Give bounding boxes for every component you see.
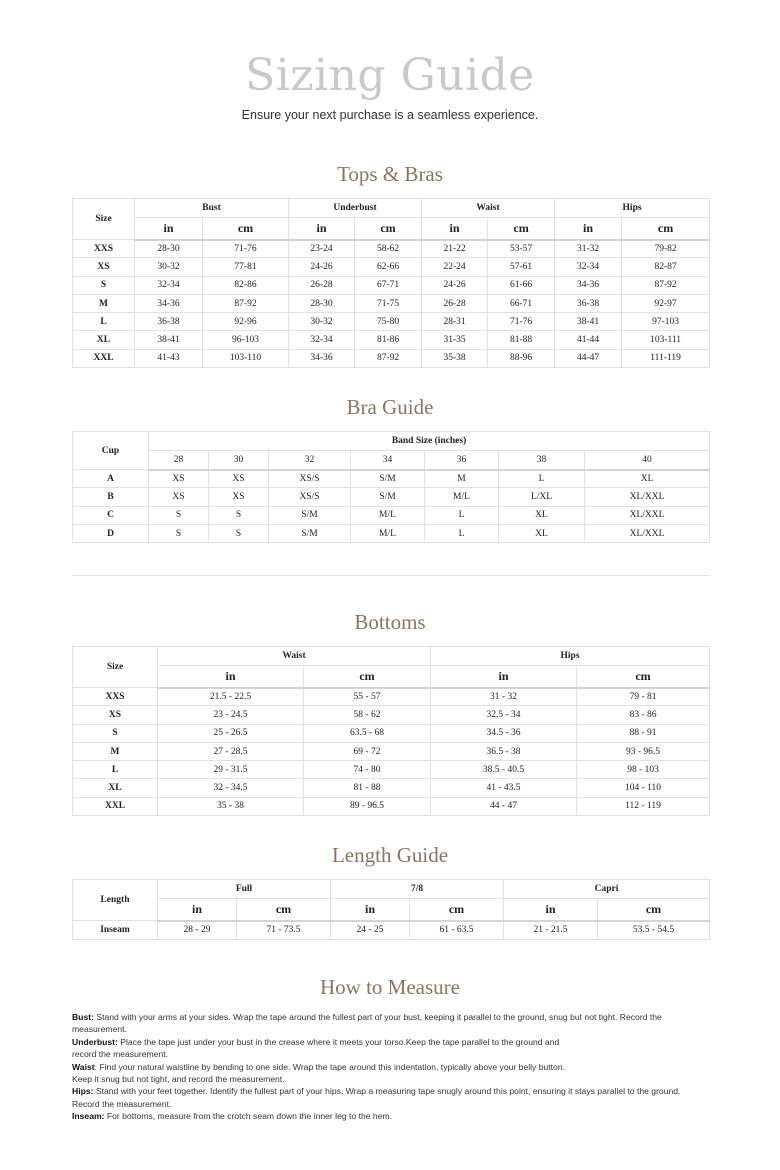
- table-cell: 79 - 81: [577, 688, 710, 706]
- table-row: [73, 706, 710, 724]
- unit-header: cm: [622, 218, 710, 240]
- table-cell: 38-41: [135, 331, 203, 349]
- row-label: B: [73, 488, 149, 506]
- table-cell: 58-62: [355, 240, 422, 258]
- row-label: D: [73, 524, 149, 542]
- table-cell: 29 - 31.5: [158, 761, 304, 779]
- table-cell: 35 - 38: [158, 797, 304, 815]
- section-divider: [72, 575, 709, 576]
- table-cell: 82-87: [622, 258, 710, 276]
- bottoms-table: [72, 646, 710, 816]
- table-cell: 24 - 25: [331, 921, 410, 940]
- table-row: [73, 276, 710, 294]
- table-cell: 69 - 72: [304, 742, 431, 760]
- band-size-header: Band Size (inches): [149, 432, 710, 451]
- full-header: Full: [158, 880, 331, 899]
- table-cell: 88-96: [488, 349, 555, 367]
- row-label: A: [73, 470, 149, 488]
- table-cell: 103-111: [622, 331, 710, 349]
- bottoms-body: [73, 688, 710, 816]
- hips-header: Hips: [555, 199, 710, 218]
- length-guide-table: [72, 879, 710, 940]
- table-cell: XS: [209, 470, 269, 488]
- hips-instruction: [72, 1085, 709, 1110]
- bra-guide-heading: Bra Guide: [346, 395, 434, 419]
- waist-header: Waist: [158, 647, 431, 666]
- table-row: [73, 258, 710, 276]
- table-cell: 23-24: [289, 240, 355, 258]
- hips-header: Hips: [431, 647, 710, 666]
- table-cell: 30-32: [135, 258, 203, 276]
- row-label: XXS: [73, 240, 135, 258]
- size-header: Size: [73, 647, 158, 688]
- row-label: M: [73, 294, 135, 312]
- table-cell: 41-44: [555, 331, 622, 349]
- table-cell: 31 - 32: [431, 688, 577, 706]
- instruction-term: Bust:: [72, 1012, 94, 1022]
- table-cell: 77-81: [203, 258, 289, 276]
- measure-instructions: [72, 1011, 709, 1123]
- inseam-instruction: [72, 1110, 709, 1122]
- instruction-text: Place the tape just under your bust in the crease where it meets your torso.Keep the tape parallel to the ground and: [120, 1036, 560, 1047]
- table-cell: 26-28: [422, 294, 488, 312]
- table-cell: 82-86: [203, 276, 289, 294]
- table-row: [73, 779, 710, 797]
- table-cell: 27 - 28.5: [158, 742, 304, 760]
- row-label: L: [73, 761, 158, 779]
- table-cell: 31-32: [555, 240, 622, 258]
- table-cell: 53-57: [488, 240, 555, 258]
- table-row: [73, 761, 710, 779]
- table-cell: 55 - 57: [304, 688, 431, 706]
- table-cell: 28 - 29: [158, 921, 237, 940]
- table-cell: 38-41: [555, 313, 622, 331]
- bust-instruction: [72, 1011, 709, 1036]
- length-guide-body: [73, 921, 710, 940]
- table-row: [73, 331, 710, 349]
- table-cell: 36.5 - 38: [431, 742, 577, 760]
- table-cell: 38.5 - 40.5: [431, 761, 577, 779]
- table-cell: 24-26: [422, 276, 488, 294]
- table-row: [73, 488, 710, 506]
- band-header: 36: [425, 451, 499, 470]
- table-cell: XL/XXL: [585, 506, 710, 524]
- table-cell: 67-71: [355, 276, 422, 294]
- table-cell: 41-43: [135, 349, 203, 367]
- row-label: XS: [73, 258, 135, 276]
- page-subtitle: Ensure your next purchase is a seamless experience.: [241, 108, 539, 122]
- table-row: [73, 506, 710, 524]
- instruction-text: : Find your natural waistline by bending to one side. Wrap the tape around this indentation, typically above your belly button.: [94, 1061, 566, 1072]
- table-cell: 22-24: [422, 258, 488, 276]
- table-cell: XS: [149, 488, 209, 506]
- table-cell: 71-76: [488, 313, 555, 331]
- table-cell: XS: [149, 470, 209, 488]
- table-cell: 25 - 26.5: [158, 724, 304, 742]
- table-cell: 23 - 24.5: [158, 706, 304, 724]
- table-cell: 61-66: [488, 276, 555, 294]
- table-cell: 28-30: [289, 294, 355, 312]
- table-cell: 66-71: [488, 294, 555, 312]
- table-cell: 36-38: [555, 294, 622, 312]
- table-row: [73, 470, 710, 488]
- table-cell: S/M: [351, 470, 425, 488]
- table-cell: S/M: [351, 488, 425, 506]
- band-header: 32: [269, 451, 351, 470]
- table-cell: 21.5 - 22.5: [158, 688, 304, 706]
- instruction-term: Waist: [72, 1061, 95, 1072]
- unit-header: in: [555, 218, 622, 240]
- table-row: [73, 313, 710, 331]
- unit-header: in: [158, 899, 237, 921]
- tops-bras-table: [72, 198, 710, 368]
- unit-header: cm: [203, 218, 289, 240]
- table-cell: 71-76: [203, 240, 289, 258]
- table-cell: XS/S: [269, 488, 351, 506]
- table-cell: 63.5 - 68: [304, 724, 431, 742]
- instruction-term: Underbust:: [72, 1036, 118, 1047]
- band-header: 34: [351, 451, 425, 470]
- table-cell: M/L: [425, 488, 499, 506]
- unit-header: cm: [355, 218, 422, 240]
- table-cell: L/XL: [499, 488, 585, 506]
- instruction-term: Inseam:: [72, 1111, 105, 1122]
- table-cell: 79-82: [622, 240, 710, 258]
- table-cell: S: [149, 524, 209, 542]
- table-cell: 71 - 73.5: [237, 921, 331, 940]
- table-cell: 34-36: [135, 294, 203, 312]
- table-cell: XL: [585, 470, 710, 488]
- table-cell: 32 - 34.5: [158, 779, 304, 797]
- table-cell: 71-75: [355, 294, 422, 312]
- table-cell: 104 - 110: [577, 779, 710, 797]
- unit-header: cm: [410, 899, 504, 921]
- table-cell: M/L: [351, 506, 425, 524]
- table-cell: 36-38: [135, 313, 203, 331]
- table-cell: 87-92: [355, 349, 422, 367]
- instruction-text: For bottoms, measure from the crotch seam down the inner leg to the hem.: [106, 1111, 393, 1122]
- table-cell: L: [499, 470, 585, 488]
- table-cell: XL: [499, 524, 585, 542]
- waist-instruction: [72, 1061, 709, 1086]
- underbust-instruction: [72, 1036, 709, 1061]
- table-cell: 81-88: [488, 331, 555, 349]
- page-title: Sizing Guide: [245, 50, 535, 101]
- waist-header: Waist: [422, 199, 555, 218]
- unit-header: cm: [304, 666, 431, 688]
- unit-header: in: [331, 899, 410, 921]
- table-row: [73, 724, 710, 742]
- table-row: [73, 742, 710, 760]
- table-cell: 92-97: [622, 294, 710, 312]
- table-cell: S: [209, 524, 269, 542]
- table-cell: XL: [499, 506, 585, 524]
- row-label: Inseam: [73, 921, 158, 940]
- table-cell: 28-31: [422, 313, 488, 331]
- table-cell: 53.5 - 54.5: [598, 921, 710, 940]
- unit-header: in: [504, 899, 598, 921]
- length-guide-heading: Length Guide: [331, 843, 449, 867]
- table-cell: 21 - 21.5: [504, 921, 598, 940]
- table-cell: 26-28: [289, 276, 355, 294]
- tops-bras-heading: Tops & Bras: [337, 162, 443, 186]
- band-header: 40: [585, 451, 710, 470]
- unit-header: cm: [598, 899, 710, 921]
- cup-header: Cup: [73, 432, 149, 470]
- bust-header: Bust: [135, 199, 289, 218]
- table-cell: 74 - 80: [304, 761, 431, 779]
- table-cell: 28-30: [135, 240, 203, 258]
- unit-header: in: [158, 666, 304, 688]
- row-label: XL: [73, 331, 135, 349]
- table-row: [73, 240, 710, 258]
- table-cell: 103-110: [203, 349, 289, 367]
- table-cell: 32.5 - 34: [431, 706, 577, 724]
- table-cell: S/M: [269, 506, 351, 524]
- bra-guide-table: [72, 431, 710, 543]
- table-cell: 31-35: [422, 331, 488, 349]
- row-label: XXL: [73, 349, 135, 367]
- table-cell: S: [149, 506, 209, 524]
- table-cell: 89 - 96.5: [304, 797, 431, 815]
- table-cell: 96-103: [203, 331, 289, 349]
- table-cell: 58 - 62: [304, 706, 431, 724]
- row-label: XS: [73, 706, 158, 724]
- length-header: Length: [73, 880, 158, 921]
- table-row: [73, 797, 710, 815]
- row-label: XL: [73, 779, 158, 797]
- table-cell: 98 - 103: [577, 761, 710, 779]
- instruction-text: Keep it snug but not tight, and record the measurement.: [72, 1074, 285, 1085]
- table-row: [73, 349, 710, 367]
- table-cell: 32-34: [289, 331, 355, 349]
- band-header: 28: [149, 451, 209, 470]
- row-label: XXL: [73, 797, 158, 815]
- table-cell: 83 - 86: [577, 706, 710, 724]
- table-cell: 88 - 91: [577, 724, 710, 742]
- table-cell: 30-32: [289, 313, 355, 331]
- table-cell: 32-34: [135, 276, 203, 294]
- unit-header: in: [431, 666, 577, 688]
- table-cell: 44-47: [555, 349, 622, 367]
- row-label: M: [73, 742, 158, 760]
- table-cell: 87-92: [622, 276, 710, 294]
- table-cell: 75-80: [355, 313, 422, 331]
- bra-guide-body: [73, 470, 710, 543]
- unit-header: in: [135, 218, 203, 240]
- table-cell: XL/XXL: [585, 524, 710, 542]
- band-header: 38: [499, 451, 585, 470]
- instruction-text: Stand with your feet together. Identify the fullest part of your hips. Wrap a measuring tape snugly around this point, ensuring it stays parallel to the ground.: [95, 1086, 681, 1097]
- underbust-header: Underbust: [289, 199, 422, 218]
- table-cell: 81 - 88: [304, 779, 431, 797]
- table-cell: 62-66: [355, 258, 422, 276]
- instruction-text: Record the measurement.: [72, 1098, 172, 1109]
- row-label: L: [73, 313, 135, 331]
- table-cell: 57-61: [488, 258, 555, 276]
- table-cell: 92-96: [203, 313, 289, 331]
- row-label: C: [73, 506, 149, 524]
- table-cell: 41 - 43.5: [431, 779, 577, 797]
- table-cell: 34-36: [289, 349, 355, 367]
- table-cell: 93 - 96.5: [577, 742, 710, 760]
- row-label: XXS: [73, 688, 158, 706]
- seven-eighths-header: 7/8: [331, 880, 504, 899]
- table-cell: M/L: [351, 524, 425, 542]
- size-header: Size: [73, 199, 135, 240]
- tops-bras-body: [73, 240, 710, 368]
- table-row: [73, 921, 710, 940]
- table-cell: 21-22: [422, 240, 488, 258]
- table-cell: S: [209, 506, 269, 524]
- table-cell: L: [425, 524, 499, 542]
- unit-header: in: [422, 218, 488, 240]
- table-cell: 34-36: [555, 276, 622, 294]
- table-cell: 24-26: [289, 258, 355, 276]
- table-cell: S/M: [269, 524, 351, 542]
- unit-header: cm: [237, 899, 331, 921]
- table-cell: XS: [209, 488, 269, 506]
- row-label: S: [73, 724, 158, 742]
- unit-header: cm: [488, 218, 555, 240]
- band-header: 30: [209, 451, 269, 470]
- table-cell: L: [425, 506, 499, 524]
- instruction-term: Hips:: [72, 1086, 94, 1097]
- table-cell: 81-86: [355, 331, 422, 349]
- how-to-measure-heading: How to Measure: [320, 975, 460, 999]
- table-cell: 35-38: [422, 349, 488, 367]
- unit-header: cm: [577, 666, 710, 688]
- table-cell: XS/S: [269, 470, 351, 488]
- instruction-text: record the measurement.: [72, 1049, 169, 1060]
- table-cell: 34.5 - 36: [431, 724, 577, 742]
- table-row: [73, 524, 710, 542]
- unit-header: in: [289, 218, 355, 240]
- row-label: S: [73, 276, 135, 294]
- table-cell: 87-92: [203, 294, 289, 312]
- table-cell: 112 - 119: [577, 797, 710, 815]
- table-row: [73, 688, 710, 706]
- capri-header: Capri: [504, 880, 710, 899]
- instruction-text: Stand with your arms at your sides. Wrap the tape around the fullest part of your bust, keeping it parallel to the ground, snug but not tight. Record the measurement.: [72, 1012, 662, 1035]
- table-cell: 44 - 47: [431, 797, 577, 815]
- table-cell: 61 - 63.5: [410, 921, 504, 940]
- table-cell: XL/XXL: [585, 488, 710, 506]
- table-cell: 97-103: [622, 313, 710, 331]
- table-cell: M: [425, 470, 499, 488]
- table-cell: 32-34: [555, 258, 622, 276]
- table-cell: 111-119: [622, 349, 710, 367]
- bottoms-heading: Bottoms: [354, 610, 426, 634]
- table-row: [73, 294, 710, 312]
